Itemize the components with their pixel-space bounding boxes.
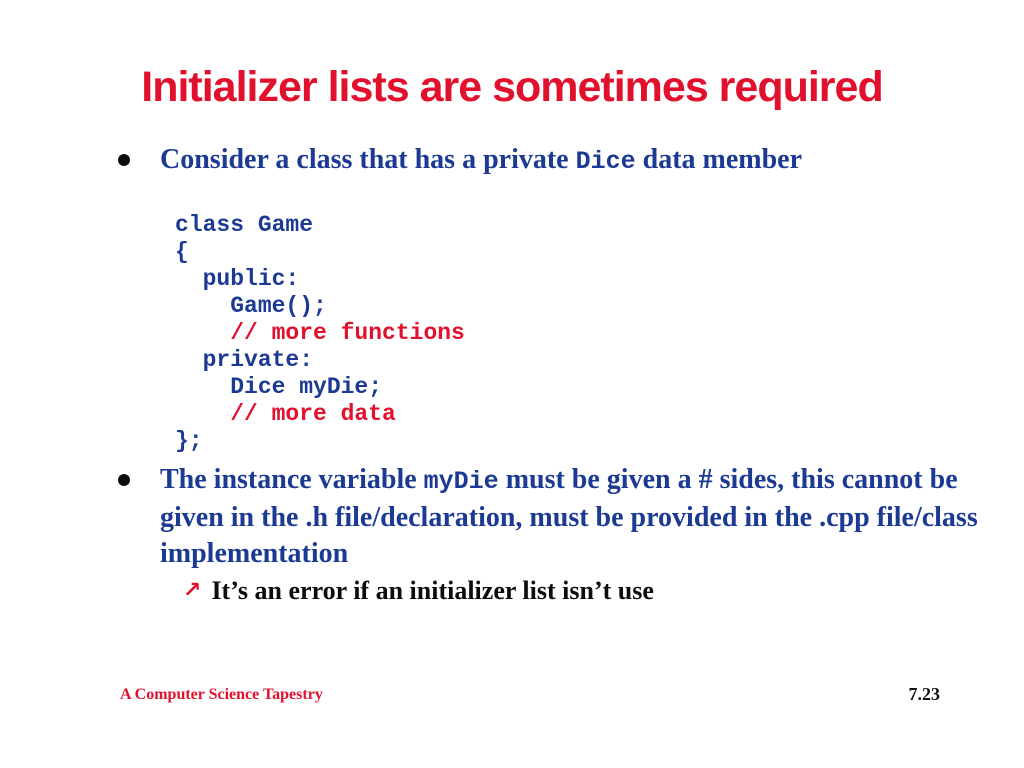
code-line: private: — [175, 347, 314, 373]
bullet-dot-icon — [118, 154, 130, 166]
bullet-2-pre: The instance variable — [160, 464, 424, 495]
bullet-2-inline-code: myDie — [423, 467, 499, 496]
footer-page-number: 7.23 — [908, 684, 940, 704]
sub-bullet-item — [183, 574, 654, 608]
code-line: Dice myDie; — [175, 374, 383, 400]
northeast-arrow-icon: ↗ — [183, 578, 202, 603]
code-line: public: — [175, 266, 300, 292]
bullet-item-2 — [118, 462, 978, 572]
sub-bullet-text: It’s an error if an initializer list isn’t use — [211, 576, 654, 605]
code-line: { — [175, 239, 189, 265]
bullet-1-post: data member — [635, 144, 803, 175]
bullet-1-pre: Consider a class that has a private — [160, 144, 576, 175]
slide-title: Initializer lists are sometimes required — [141, 63, 883, 111]
bullet-1-text — [160, 142, 802, 180]
code-line: }; — [175, 428, 203, 454]
code-line: // more functions — [175, 320, 465, 346]
code-block — [175, 212, 465, 455]
bullet-dot-icon — [118, 474, 130, 486]
footer-book-title: A Computer Science Tapestry — [120, 686, 323, 703]
bullet-2-text — [160, 462, 978, 572]
bullet-item-1 — [118, 142, 998, 180]
code-line: // more data — [175, 401, 396, 427]
bullet-1-inline-code: Dice — [575, 147, 636, 176]
bullet-2-post: must be given a # sides, this cannot be given in the .h file/declaration, must be provided in the .cpp file/class implementation — [160, 464, 978, 569]
code-line: class Game — [175, 212, 314, 238]
code-line: Game(); — [175, 293, 327, 319]
